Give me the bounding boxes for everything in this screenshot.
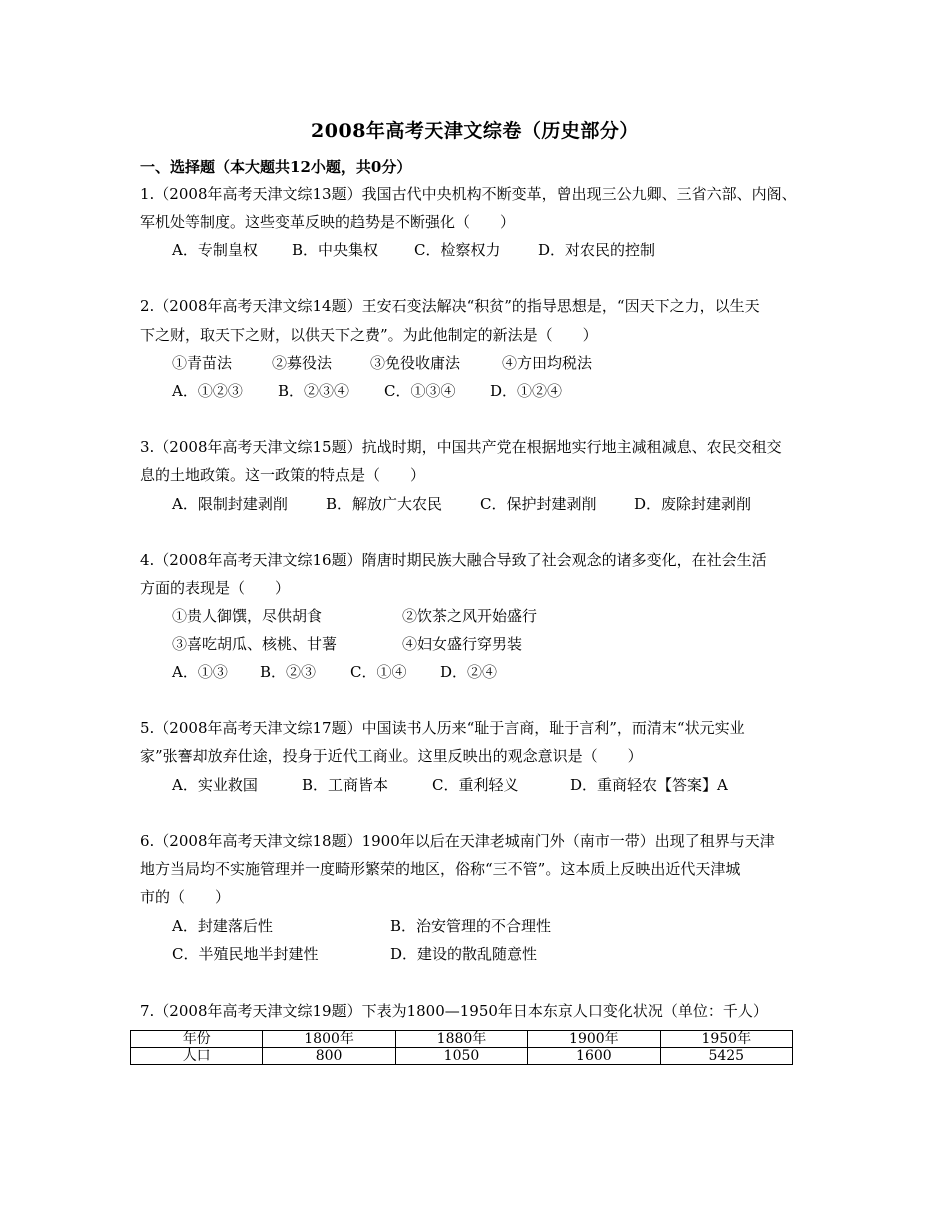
question-1-text: 1.（2008年高考天津文综13题）我国古代中央机构不断变革，曾出现三公九卿、三省六部、内阁、	[140, 185, 797, 203]
table-header-cell: 1900年	[528, 1031, 660, 1048]
question-6-options-row1	[172, 916, 551, 936]
option-c: C．①③④	[384, 382, 456, 400]
option-a: A．实业救国	[172, 776, 258, 794]
option-d: D．对农民的控制	[538, 241, 656, 259]
question-6-options-row2	[172, 944, 537, 964]
question-3-text: 3.（2008年高考天津文综15题）抗战时期，中国共产党在根据地实行地主减租减息、农民交租交	[140, 438, 782, 456]
document-title: 2008年高考天津文综卷（历史部分）	[311, 120, 639, 142]
option-a: A．专制皇权	[172, 241, 258, 259]
table-header-cell: 1950年	[660, 1031, 792, 1048]
question-5-text: 5.（2008年高考天津文综17题）中国读书人历来“耻于言商，耻于言利”，而清末“状元实业	[140, 719, 745, 737]
table-header-cell: 1880年	[395, 1031, 527, 1048]
option-d: D．建设的散乱随意性	[390, 945, 538, 963]
question-4-text-cont: 方面的表现是（ ）	[140, 579, 291, 597]
question-4-text: 4.（2008年高考天津文综16题）隋唐时期民族大融合导致了社会观念的诸多变化，在社会生活	[140, 551, 767, 569]
question-5-text-cont: 家”张謇却放弃仕途，投身于近代工商业。这里反映出的观念意识是（ ）	[140, 747, 643, 765]
option-b: B．工商皆本	[302, 776, 389, 794]
table-header-cell: 年份	[131, 1031, 263, 1048]
option-a: A．封建落后性	[172, 917, 273, 935]
question-2-text-cont: 下之财，取天下之财，以供天下之费”。为此他制定的新法是（ ）	[140, 326, 598, 344]
option-a: A．限制封建剥削	[172, 495, 288, 513]
question-7-text: 7.（2008年高考天津文综19题）下表为1800—1950年日本东京人口变化状况（单位：千人）	[140, 1002, 768, 1020]
table-cell: 800	[263, 1048, 395, 1065]
option-b: B．②③④	[278, 382, 350, 400]
item-1: ①青苗法	[172, 354, 233, 372]
question-3-options	[172, 494, 751, 514]
option-d: D．废除封建剥削	[634, 495, 752, 513]
option-a: A．①②③	[172, 382, 243, 400]
item-1: ①贵人御馔，尽供胡食	[172, 607, 323, 625]
option-c: C．①④	[350, 663, 407, 681]
table-cell: 1600	[528, 1048, 660, 1065]
question-3-text-cont: 息的土地政策。这一政策的特点是（ ）	[140, 466, 426, 484]
table-header-cell: 1800年	[263, 1031, 395, 1048]
option-c: C．检察权力	[414, 241, 501, 259]
question-2-items	[172, 353, 592, 373]
table-header-row	[131, 1031, 793, 1048]
option-c: C．重利轻义	[432, 776, 519, 794]
item-4: ④方田均税法	[502, 354, 593, 372]
question-2-options	[172, 381, 562, 401]
option-d: D．②④	[440, 663, 498, 681]
table-cell: 人口	[131, 1048, 263, 1065]
option-b: B．中央集权	[292, 241, 379, 259]
question-6-text-cont-2: 市的（ ）	[140, 888, 231, 906]
question-4-items-row1	[172, 606, 537, 626]
item-3: ③免役收庸法	[370, 354, 461, 372]
question-6-text: 6.（2008年高考天津文综18题）1900年以后在天津老城南门外（南市一带）出现了租界与天津	[140, 832, 775, 850]
question-5-options	[172, 775, 728, 795]
option-b: B．治安管理的不合理性	[390, 917, 552, 935]
table-cell: 1050	[395, 1048, 527, 1065]
question-6-text-cont: 地方当局均不实施管理并一度畸形繁荣的地区，俗称“三不管”。这本质上反映出近代天津城	[140, 860, 741, 878]
question-2-text: 2.（2008年高考天津文综14题）王安石变法解决“积贫”的指导思想是，“因天下之力，以生天	[140, 297, 760, 315]
item-2: ②饮茶之风开始盛行	[402, 607, 538, 625]
question-4-items-row2	[172, 634, 522, 654]
question-1-text-cont: 军机处等制度。这些变革反映的趋势是不断强化（ ）	[140, 213, 516, 231]
question-1-options	[172, 240, 655, 260]
question-4-options	[172, 662, 497, 682]
table-cell: 5425	[660, 1048, 792, 1065]
option-c: C．保护封建剥削	[480, 495, 597, 513]
option-d: D．重商轻农【答案】A	[570, 776, 728, 794]
item-4: ④妇女盛行穿男装	[402, 635, 523, 653]
section-heading: 一、选择题（本大题共12小题，共0分）	[140, 158, 412, 176]
option-a: A．①③	[172, 663, 228, 681]
item-3: ③喜吃胡瓜、核桃、甘薯	[172, 635, 338, 653]
population-table	[130, 1030, 793, 1065]
option-c: C．半殖民地半封建性	[172, 945, 319, 963]
table-row	[131, 1048, 793, 1065]
option-d: D．①②④	[490, 382, 563, 400]
item-2: ②募役法	[272, 354, 333, 372]
option-b: B．解放广大农民	[326, 495, 443, 513]
option-b: B．②③	[260, 663, 317, 681]
